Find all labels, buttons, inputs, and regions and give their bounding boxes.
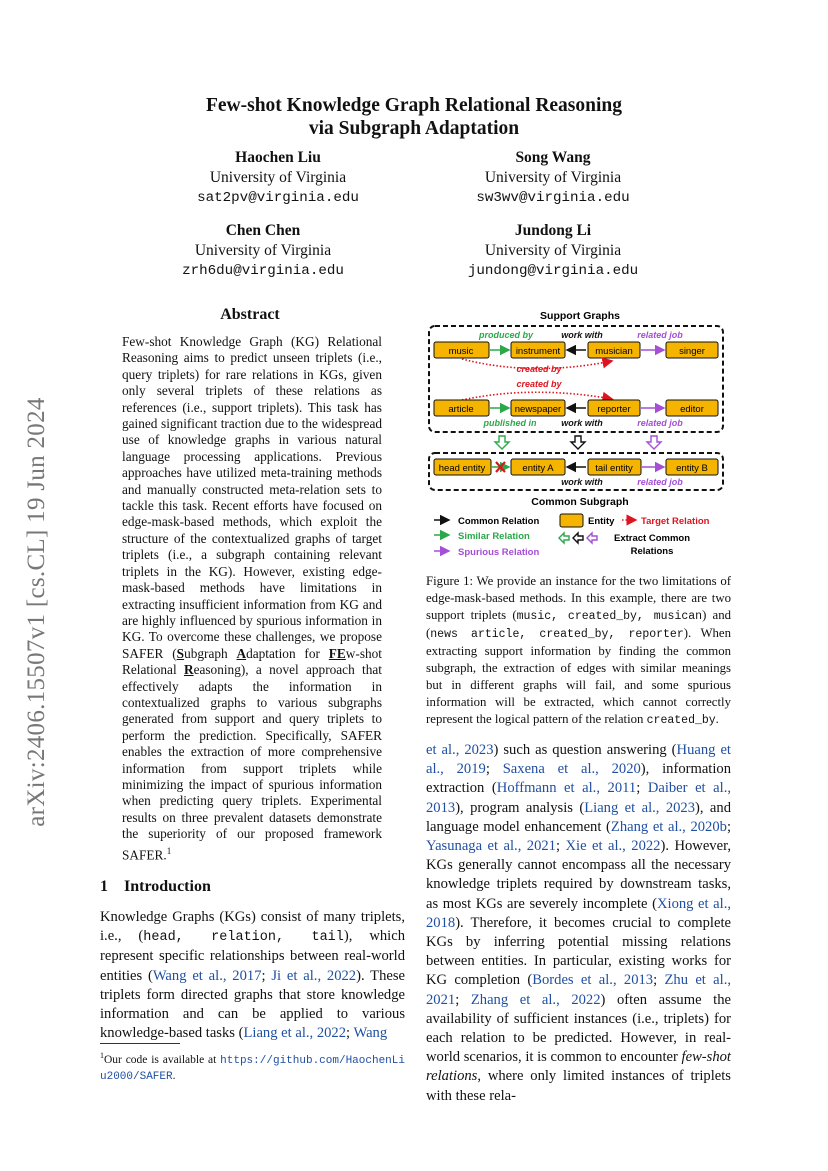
- footnote: [100, 1048, 405, 1085]
- figure-caption: [426, 573, 731, 729]
- abstract-heading: Abstract: [220, 306, 280, 323]
- citation-link[interactable]: Bordes et al., 2013: [532, 972, 654, 989]
- citation-link[interactable]: Daiber et al., 2013: [426, 780, 732, 816]
- citation-link[interactable]: Hoffmann et al., 2011: [496, 780, 637, 797]
- citation-link[interactable]: Wang: [353, 1025, 388, 1042]
- citation-link[interactable]: Ji et al., 2022: [271, 967, 357, 984]
- citation-link[interactable]: Xiong et al., 2018: [426, 895, 731, 931]
- relation-label: work with: [561, 477, 603, 487]
- citation-link[interactable]: Liang et al., 2022: [243, 1025, 347, 1042]
- title-line-1: Few-shot Knowledge Graph Relational Reasoning: [205, 95, 622, 116]
- abstract-acronym-letter: R: [183, 662, 194, 678]
- citation-link[interactable]: Huang et al., 2019: [426, 742, 731, 778]
- body-text: ), information extraction (: [426, 761, 732, 797]
- legend-similar-label: Similar Relation: [458, 531, 530, 542]
- body-text: ), program analysis (: [455, 799, 585, 816]
- author-affiliation: University of Virginia: [209, 169, 347, 186]
- author-block-3: [133, 221, 393, 281]
- citation-link[interactable]: Zhu et al., 2021: [426, 972, 731, 1008]
- citation-link[interactable]: Zhang et al., 2020b: [610, 818, 727, 835]
- author-name: Chen Chen: [225, 222, 301, 239]
- abstract-text: ubgraph: [184, 645, 237, 661]
- entity-label: musician: [595, 346, 633, 357]
- entity-label: reporter: [597, 404, 631, 415]
- caption-text: .: [715, 712, 719, 726]
- abstract-text: Few-shot Knowledge Graph (KG) Relational Reasoning aims to predict unseen triplets (i.e., query triplets) for rare relations in KGs, given only several triplets of these relations as references (i.e., support triplets). This task has gained significant traction due to the widespread use of knowledge graphs in various natural language processing applications. Previous approaches have utilized meta-training methods and manually constructed meta-relation sets to tackle this task. Recent efforts have focused on edge-mask-based methods, which exploit the structure of the contextualized graphs of target triplets (i.e., a subgraph containing relevant triplets in the KG). However, existing edge-mask-based methods have limitations in extracting insufficient information from KG and are highly influenced by spurious information in KG. To overcome these challenges, we propose SAFER (: [122, 334, 382, 661]
- section-title: Introduction: [124, 878, 211, 895]
- relation-label: published in: [483, 418, 537, 428]
- figure-1: [422, 305, 734, 570]
- body-text: ;: [261, 967, 272, 984]
- abstract-acronym-letter: FE: [328, 645, 346, 661]
- abstract-text: w-shot Relational: [122, 645, 382, 678]
- entity-label: entity B: [676, 463, 708, 474]
- arxiv-side-label: [22, 372, 52, 852]
- body-text: ). Therefore, it becomes crucial to complete KGs by inferring potential missing relations between entities. In particular, existing works for KG completion (: [426, 914, 731, 989]
- author-name: Jundong Li: [514, 222, 592, 239]
- author-block-2: [423, 148, 683, 208]
- legend-extract-label-1: Extract Common: [613, 533, 691, 544]
- emphasis-text: few-shot relations: [426, 1049, 731, 1085]
- legend-extract-icon: [573, 533, 583, 543]
- legend-extract-icon: [559, 533, 569, 543]
- abstract-acronym-letter: A: [236, 645, 247, 661]
- body-text: Knowledge Graphs (KGs) consist of many triplets, i.e., (: [100, 909, 405, 945]
- legend-entity-label: Entity: [588, 516, 615, 527]
- citation-link[interactable]: Zhang et al., 2022: [470, 991, 601, 1008]
- author-email: zrh6du@virginia.edu: [182, 263, 344, 279]
- footnote-text: Our code is available at: [104, 1053, 221, 1066]
- relation-label: related job: [637, 330, 683, 340]
- citation-link[interactable]: Liang et al., 2023: [584, 799, 696, 816]
- paper-title: [0, 94, 828, 140]
- caption-label: Figure 1:: [426, 574, 477, 588]
- body-text: ;: [653, 972, 665, 989]
- relation-label: work with: [561, 330, 603, 340]
- inline-code: created_by: [646, 714, 716, 727]
- body-text: ). These triplets form directed graphs that store knowledge information and can be applied to various knowledge-based tasks (: [100, 967, 405, 1042]
- body-text: ), and language model enhancement (: [426, 799, 731, 835]
- entity-label: singer: [679, 346, 705, 357]
- footnote-rule: [100, 1043, 180, 1044]
- inline-code: music, created_by, musican: [516, 610, 703, 623]
- entity-label: head entity: [438, 463, 486, 474]
- abstract-acronym-letter: S: [176, 645, 185, 661]
- legend-common-label: Common Relation: [458, 516, 540, 527]
- relation-label: created by: [516, 364, 562, 374]
- author-name: Haochen Liu: [235, 149, 321, 166]
- footnote-number: 1: [100, 1051, 104, 1060]
- footnote-text: .: [172, 1069, 176, 1082]
- relation-label: created by: [516, 379, 562, 389]
- footnote-marker[interactable]: 1: [166, 845, 172, 856]
- legend-extract-icon: [587, 533, 597, 543]
- body-text: ;: [636, 780, 648, 797]
- author-affiliation: University of Virginia: [194, 242, 332, 259]
- legend-target-label: Target Relation: [641, 516, 710, 527]
- caption-text: We provide an instance for the two limitations of edge-mask-based methods. In this example, there are two support triplets (: [426, 574, 731, 622]
- body-text: ;: [555, 838, 566, 855]
- entity-label: editor: [680, 404, 704, 415]
- section-heading: [100, 878, 211, 896]
- body-text: , where only limited instances of triplets with these rela-: [426, 1068, 731, 1104]
- author-affiliation: University of Virginia: [484, 242, 622, 259]
- citation-link[interactable]: et al., 2023: [426, 742, 494, 758]
- target-relation-arrow: [462, 392, 612, 400]
- entity-label: entity A: [522, 463, 554, 474]
- body-text: ), which represent specific relationships between real-world entities (: [100, 928, 405, 984]
- body-text: ;: [485, 761, 503, 778]
- abstract-text: easoning: [193, 662, 241, 678]
- citation-link[interactable]: Yasunaga et al., 2021: [426, 838, 556, 855]
- author-block-1: [148, 148, 408, 208]
- caption-text: ). When extracting support information by finding the common subgraph, the extraction of edges with similar meanings but in different graphs will fail, and some spurious information will be extracted, which cannot correctly represent the logical pattern of the relation: [426, 626, 732, 726]
- section-number: 1: [100, 878, 108, 895]
- extract-arrow-purple: [647, 436, 661, 449]
- entity-label: music: [448, 346, 474, 357]
- footnote-url-link[interactable]: https://github.com/HaochenLiu2000/SAFER: [100, 1054, 405, 1083]
- body-text: ). However, KGs generally cannot encompass all the necessary knowledge triplets required by downstream tasks, as most KGs are severely incomplete (: [426, 838, 731, 912]
- title-line-2: via Subgraph Adaptation: [308, 118, 520, 139]
- citation-link[interactable]: Wang et al., 2017: [152, 967, 262, 984]
- author-email: sat2pv@virginia.edu: [197, 190, 359, 206]
- citation-link[interactable]: Saxena et al., 2020: [502, 761, 641, 778]
- inline-code: news article, created_by, reporter: [430, 628, 684, 641]
- extract-arrow-green: [495, 436, 509, 449]
- arxiv-id-text: arXiv:2406.15507v1 [cs.CL] 19 Jun 2024: [23, 397, 50, 827]
- entity-label: article: [448, 404, 474, 415]
- common-subgraph-title: Common Subgraph: [531, 496, 629, 508]
- abstract-body: [122, 334, 382, 863]
- legend-entity-box: [560, 514, 583, 527]
- body-text: ;: [726, 818, 732, 835]
- author-email: jundong@virginia.edu: [467, 263, 639, 279]
- inline-code: head, relation, tail: [143, 930, 344, 946]
- abstract-text: ), a novel approach that effectively adapts the information in contextualized graphs to various subgraphs generated from support and query triplets to perform the prediction. Specifically, SAFER enables the extraction of more comprehensive information from support triplets while minimizing the impact of spurious information when predicting query triplets. Experimental results on three prevalent datasets demonstrate the superiority of our proposed framework SAFER.: [122, 662, 382, 863]
- support-graphs-title: Support Graphs: [540, 310, 620, 322]
- author-email: sw3wv@virginia.edu: [476, 190, 630, 206]
- abstract-text: daptation for: [246, 645, 329, 661]
- entity-label: instrument: [515, 346, 561, 357]
- author-name: Song Wang: [515, 149, 591, 166]
- body-text: ;: [346, 1025, 354, 1042]
- author-block-4: [423, 221, 683, 281]
- relation-label: related job: [637, 418, 683, 428]
- intro-paragraph-right: [426, 741, 731, 1106]
- relation-label: related job: [637, 477, 683, 487]
- relation-label: work with: [561, 418, 603, 428]
- entity-label: tail entity: [595, 463, 633, 474]
- body-text: ) often assume the availability of sufficient instances (i.e., triplets) for each relation to be predicted. However, in real-world scenarios, it is common to encounter: [426, 991, 731, 1066]
- citation-link[interactable]: Xie et al., 2022: [565, 838, 661, 855]
- caption-text: ) and (: [426, 608, 732, 640]
- relation-label: produced by: [478, 330, 534, 340]
- author-affiliation: University of Virginia: [484, 169, 622, 186]
- legend-extract-label-2: Relations: [630, 546, 674, 557]
- legend-spurious-label: Spurious Relation: [458, 547, 540, 558]
- body-text: ;: [455, 991, 471, 1008]
- extract-arrow-black: [571, 436, 585, 449]
- figure-1-diagram: [422, 305, 734, 565]
- entity-label: newspaper: [514, 404, 562, 415]
- body-text: ) such as question answering (: [493, 742, 677, 758]
- intro-paragraph-left: [100, 908, 405, 1043]
